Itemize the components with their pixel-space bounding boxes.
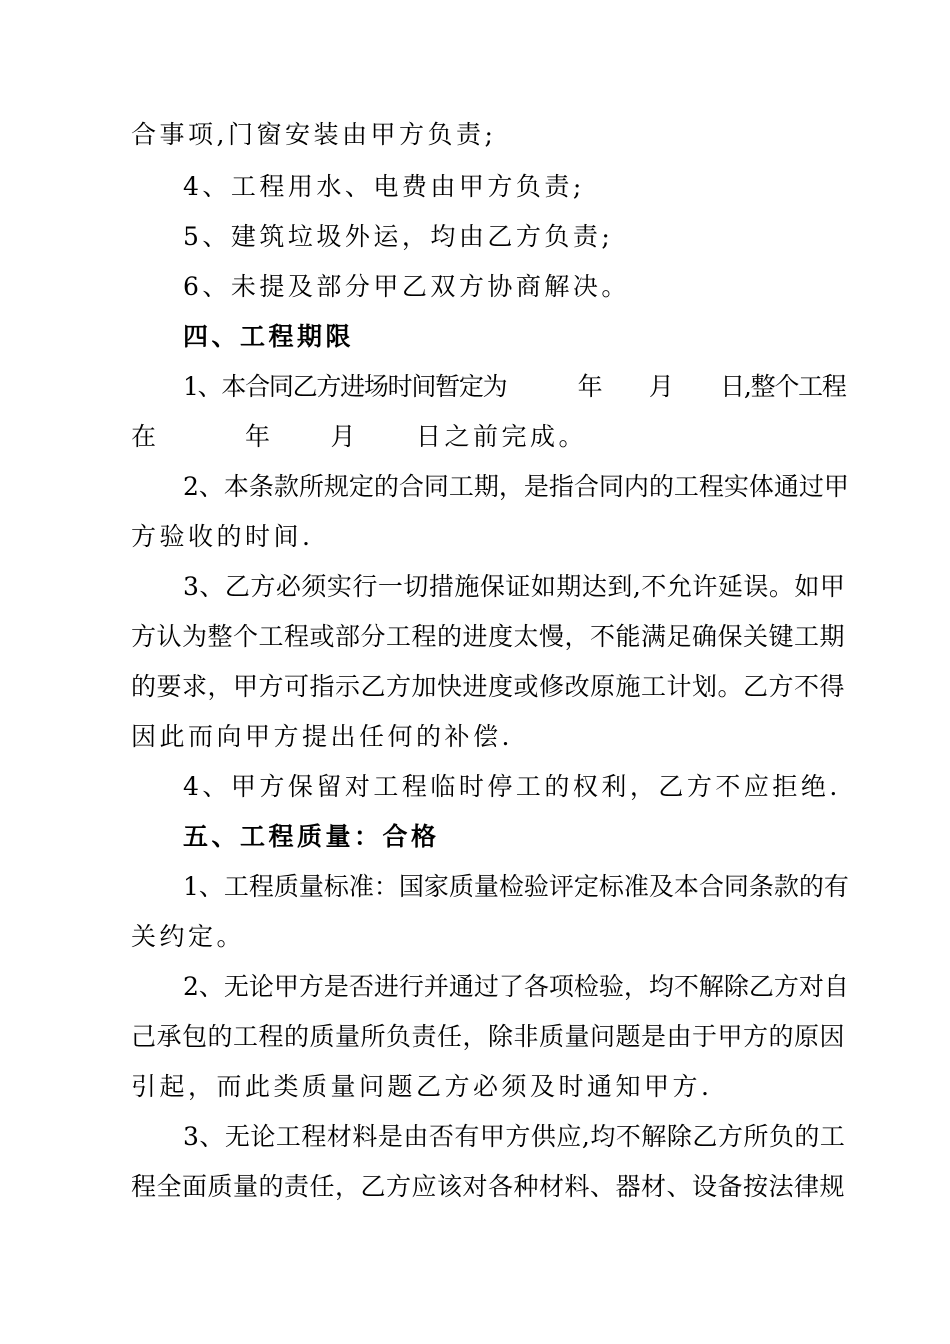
list-item: 2、本条款所规定的合同工期，是指合同内的工程实体通过甲: [183, 472, 849, 501]
text-line: 的要求，甲方可指示乙方加快进度或修改原施工计划。乙方不得: [131, 672, 846, 701]
list-item: 1、工程质量标准：国家质量检验评定标准及本合同条款的有: [183, 872, 849, 901]
text-line: 己承包的工程的质量所负责任，除非质量问题是由于甲方的原因: [131, 1022, 846, 1051]
list-item: 3、无论工程材料是由否有甲方供应,均不解除乙方所负的工: [183, 1122, 846, 1151]
text-line: 方验收的时间.: [131, 522, 314, 551]
text-line: 关约定。: [131, 922, 246, 951]
list-item: 4、甲方保留对工程临时停工的权利，乙方不应拒绝.: [183, 772, 841, 801]
text-line: 合事项,门窗安装由甲方负责;: [131, 120, 497, 149]
text-line: 程全面质量的责任，乙方应该对各种材料、器材、设备按法律规: [131, 1172, 846, 1201]
list-item: 3、乙方必须实行一切措施保证如期达到,不允许延误。如甲: [183, 572, 846, 601]
list-item: 6、未提及部分甲乙双方协商解决。: [183, 272, 630, 301]
list-item: 1、本合同乙方进场时间暂定为 年 月 日,整个工程: [183, 372, 846, 401]
text-line: 方认为整个工程或部分工程的进度太慢，不能满足确保关键工期: [131, 622, 846, 651]
list-item: 2、无论甲方是否进行并通过了各项检验，均不解除乙方对自: [183, 972, 849, 1001]
section-heading: 四、工程期限: [183, 322, 355, 351]
list-item: 5、建筑垃圾外运，均由乙方负责;: [183, 222, 614, 251]
text-line: 因此而向甲方提出任何的补偿.: [131, 722, 513, 751]
section-heading: 五、工程质量：合格: [183, 822, 440, 851]
text-line: 在 年 月 日之前完成。: [131, 422, 588, 451]
text-line: 引起，而此类质量问题乙方必须及时通知甲方.: [131, 1072, 713, 1101]
list-item: 4、工程用水、电费由甲方负责;: [183, 172, 585, 201]
